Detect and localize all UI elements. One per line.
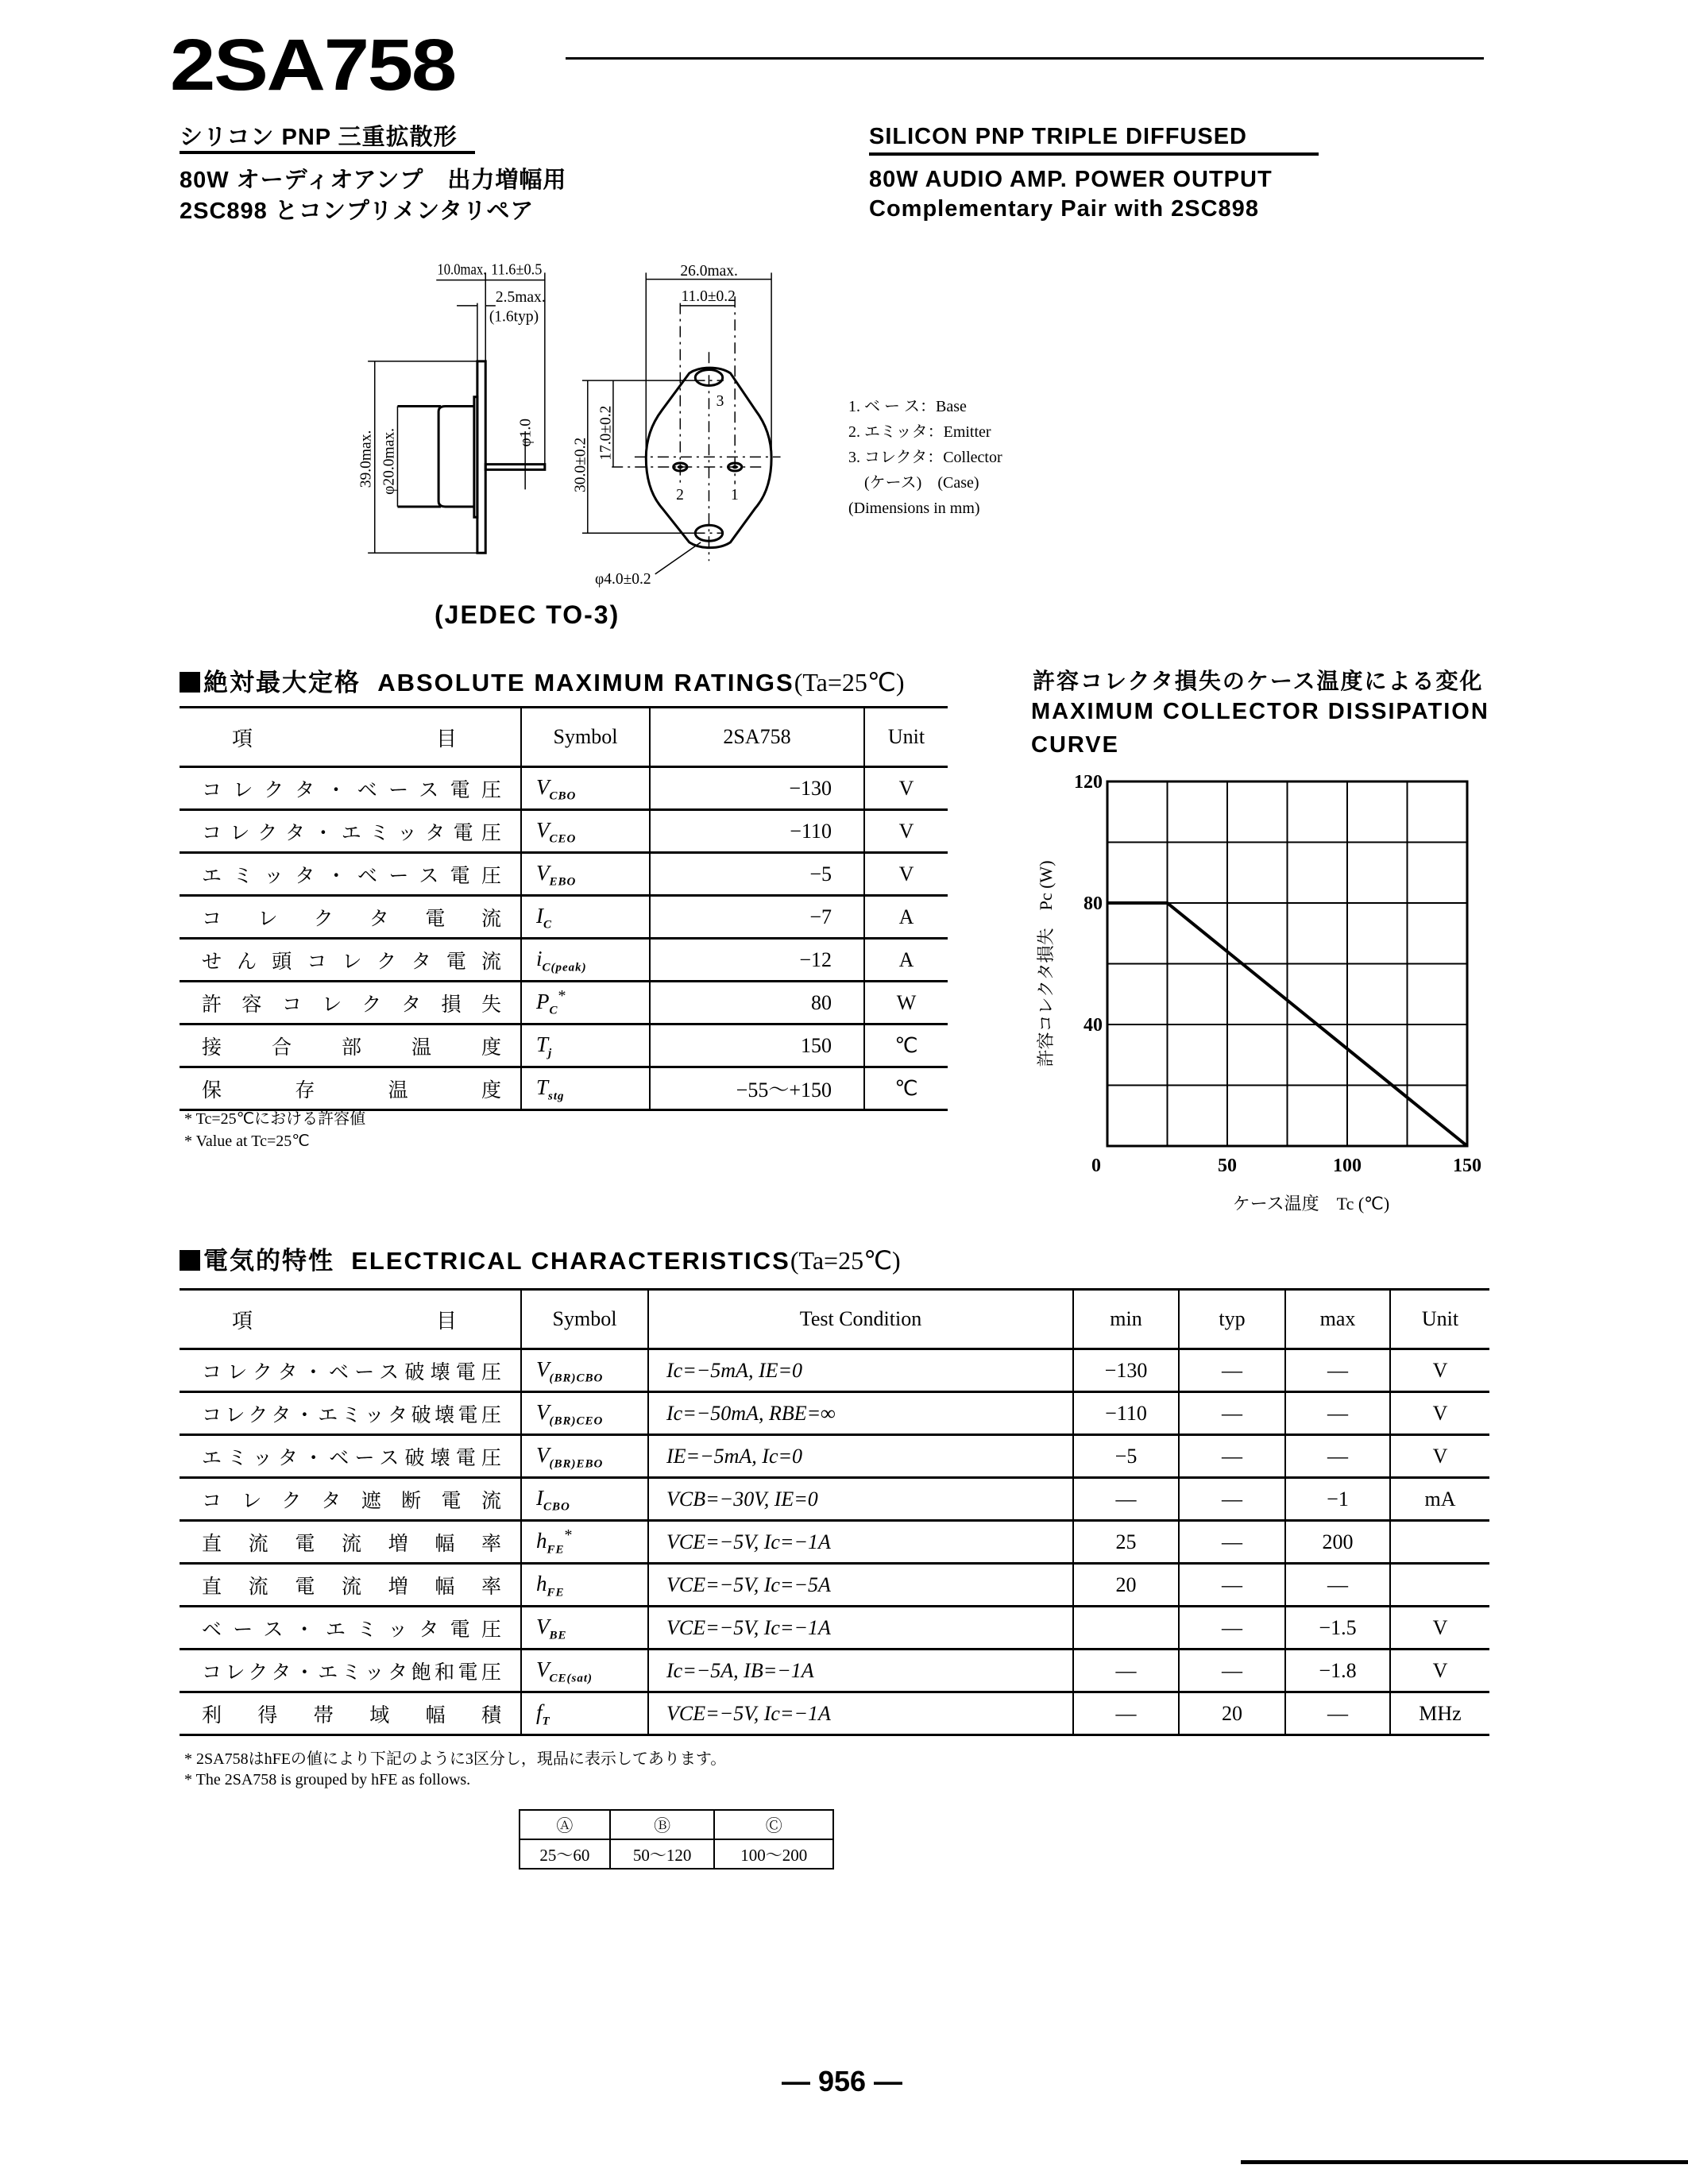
center-lines: [612, 296, 780, 561]
table-row: [180, 1650, 1489, 1692]
item-name: せん頭コレクタ電流: [180, 939, 521, 982]
test-condition: VCE=−5V, Ic=−1A: [648, 1521, 1073, 1564]
typ-value: 20: [1179, 1692, 1285, 1735]
side-view-flange: [477, 361, 485, 553]
max-value: −1.5: [1285, 1607, 1390, 1650]
table-row: [180, 896, 948, 939]
unit: ℃: [864, 1067, 948, 1110]
dissipation-chart: [1025, 762, 1501, 1231]
x-tick-label: 150: [1453, 1156, 1481, 1176]
symbol: $h_{FE}^*$: [536, 1526, 573, 1557]
table-row: [180, 1521, 1489, 1564]
item-name: エミッタ・ベース破壊電圧: [180, 1435, 521, 1478]
typ-value: —: [1179, 1392, 1285, 1435]
test-condition: IE=−5mA, Ic=0: [648, 1435, 1073, 1478]
unit: V: [864, 767, 948, 810]
side-view-lip: [474, 397, 477, 517]
symbol: $V_{CBO}$: [536, 775, 577, 803]
elec-note-en: * The 2SA758 is grouped by hFE as follows.: [184, 1771, 471, 1788]
max-value: —: [1285, 1692, 1390, 1735]
max-value: —: [1285, 1435, 1390, 1478]
item-name: コレクタ電流: [180, 896, 521, 939]
jp-subtitle-1: シリコン PNP 三重拡散形: [180, 125, 458, 150]
y-tick-label: 40: [1083, 1015, 1103, 1036]
jp-subtitle-2: 80W オーディオアンプ 出力増幅用: [180, 168, 567, 193]
unit: ℃: [864, 1024, 948, 1067]
item-name: ベース・エミッタ電圧: [180, 1607, 521, 1650]
unit: A: [864, 896, 948, 939]
symbol: $i_{C(peak)}$: [536, 947, 587, 974]
item-name: 直流電流増幅率: [180, 1521, 521, 1564]
item-name: コレクタ遮断電流: [180, 1478, 521, 1521]
min-value: −130: [1073, 1349, 1179, 1392]
unit: V: [864, 810, 948, 853]
table-row: [180, 982, 948, 1024]
table-row: [180, 1392, 1489, 1435]
grade-rank: Ⓒ: [714, 1810, 833, 1839]
abs-max-table: [180, 706, 948, 1111]
square-bullet-icon: [180, 672, 200, 693]
min-value: −5: [1073, 1435, 1179, 1478]
min-value: —: [1073, 1650, 1179, 1692]
header-unit: Unit: [1390, 1290, 1489, 1349]
grade-range: 100〜200: [714, 1839, 833, 1869]
x-tick-label: 0: [1091, 1156, 1101, 1176]
table-row: [180, 1067, 948, 1110]
max-value: −1: [1285, 1478, 1390, 1521]
rating-value: −130: [650, 767, 864, 810]
max-value: 200: [1285, 1521, 1390, 1564]
dim-hole-spacing: 30.0±0.2: [572, 437, 589, 492]
title-rule: [566, 57, 1484, 60]
typ-value: —: [1179, 1435, 1285, 1478]
abs-max-note-en: * Value at Tc=25℃: [184, 1133, 310, 1150]
item-name: 直流電流増幅率: [180, 1564, 521, 1607]
part-number-title: 2SA758: [170, 25, 455, 106]
dim-lip-typ: (1.6typ): [489, 308, 539, 326]
header-typ: typ: [1179, 1290, 1285, 1349]
en-divider: [869, 152, 1319, 156]
test-condition: Ic=−5A, IB=−1A: [648, 1650, 1073, 1692]
grade-range: 50〜120: [610, 1839, 715, 1869]
table-row: [180, 1349, 1489, 1392]
header-symbol: Symbol: [521, 1290, 648, 1349]
x-axis-label: ケース温度 Tc (℃): [1232, 1194, 1390, 1214]
pin-legend: [848, 394, 1002, 521]
symbol: $P_C^*$: [536, 987, 566, 1017]
curve-title-en-1: MAXIMUM COLLECTOR DISSIPATION: [1031, 699, 1489, 724]
unit: A: [864, 939, 948, 982]
grade-rank: Ⓑ: [610, 1810, 715, 1839]
abs-max-condition: (Ta=25℃): [794, 668, 905, 696]
header-value: 2SA758: [650, 708, 864, 767]
abs-max-heading: [180, 662, 905, 698]
test-condition: VCE=−5V, Ic=−1A: [648, 1692, 1073, 1735]
curve-title-jp: 許容コレクタ損失のケース温度による変化: [1033, 669, 1484, 693]
symbol: $V_{CEO}$: [536, 818, 577, 846]
symbol: $I_C$: [536, 904, 553, 932]
item-name: コレクタ・ベース電圧: [180, 767, 521, 810]
min-value: —: [1073, 1478, 1179, 1521]
elec-heading-en: ELECTRICAL CHARACTERISTICS: [351, 1247, 790, 1275]
elec-note-jp: * 2SA758はhFEの値により下記のように3区分し，現品に表示してあります。: [184, 1750, 727, 1768]
unit: MHz: [1390, 1692, 1489, 1735]
grade-range: 25〜60: [520, 1839, 610, 1869]
symbol: $V_{CE(sat)}$: [536, 1657, 593, 1685]
unit: V: [1390, 1607, 1489, 1650]
header-item: 項 目: [180, 1290, 521, 1349]
typ-value: —: [1179, 1607, 1285, 1650]
dim-cap-diameter: φ20.0max.: [380, 428, 398, 495]
page-number: — 956 —: [781, 2065, 903, 2097]
dimensions-note: (Dimensions in mm): [848, 500, 980, 517]
unit: [1390, 1564, 1489, 1607]
symbol: $V_{(BR)EBO}$: [536, 1443, 604, 1471]
rating-value: −12: [650, 939, 864, 982]
min-value: [1073, 1607, 1179, 1650]
unit: [1390, 1521, 1489, 1564]
rating-value: −55〜+150: [650, 1067, 864, 1110]
grade-rank-row: [520, 1810, 833, 1839]
rating-value: −110: [650, 810, 864, 853]
pin-label-2: 2: [676, 487, 684, 504]
min-value: —: [1073, 1692, 1179, 1735]
curve-title-en-2: CURVE: [1031, 732, 1119, 758]
dim-overall-height: 39.0max.: [357, 430, 375, 488]
table-header-row: [180, 708, 948, 767]
pin-label-3: 3: [716, 392, 724, 410]
max-value: −1.8: [1285, 1650, 1390, 1692]
max-value: —: [1285, 1349, 1390, 1392]
table-row: [180, 1692, 1489, 1735]
en-subtitle-3: Complementary Pair with 2SC898: [869, 196, 1259, 222]
symbol: $V_{EBO}$: [536, 861, 577, 889]
min-value: 20: [1073, 1564, 1179, 1607]
dim-hole-diameter: φ4.0±0.2: [594, 570, 651, 588]
y-tick-label: 80: [1083, 893, 1103, 914]
pin-label-1: 1: [731, 487, 739, 504]
dim-pin-length: 11.6±0.5: [491, 261, 543, 279]
rating-value: −5: [650, 853, 864, 896]
table-row: [180, 1607, 1489, 1650]
table-row: [180, 767, 948, 810]
table-row: [180, 810, 948, 853]
grade-rank: Ⓐ: [520, 1810, 610, 1839]
table-row: [180, 1024, 948, 1067]
table-row: [180, 1478, 1489, 1521]
unit: V: [1390, 1349, 1489, 1392]
table-header-row: [180, 1290, 1489, 1349]
symbol: $f_T$: [536, 1700, 550, 1728]
typ-value: —: [1179, 1521, 1285, 1564]
unit: mA: [1390, 1478, 1489, 1521]
min-value: −110: [1073, 1392, 1179, 1435]
symbol: $h_{FE}$: [536, 1572, 565, 1599]
min-value: 25: [1073, 1521, 1179, 1564]
item-name: コレクタ・エミッタ飽和電圧: [180, 1650, 521, 1692]
table-row: [180, 853, 948, 896]
max-value: —: [1285, 1564, 1390, 1607]
typ-value: —: [1179, 1478, 1285, 1521]
jp-divider: [180, 151, 475, 154]
x-tick-label: 50: [1218, 1156, 1237, 1176]
test-condition: VCB=−30V, IE=0: [648, 1478, 1073, 1521]
header-symbol: Symbol: [521, 708, 650, 767]
pin-legend-emitter: 2. エミッタ：Emitter: [848, 423, 991, 441]
dim-flange-thickness: 10.0max.: [437, 261, 487, 279]
item-name: コレクタ・エミッタ破壊電圧: [180, 1392, 521, 1435]
pin-legend-base: 1. ベ ー ス：Base: [848, 398, 967, 415]
en-subtitle-2: 80W AUDIO AMP. POWER OUTPUT: [869, 167, 1273, 192]
rating-value: 80: [650, 982, 864, 1024]
package-caption: (JEDEC TO-3): [435, 600, 620, 629]
item-name: コレクタ・ベース破壊電圧: [180, 1349, 521, 1392]
pin-legend-case: (ケース) (Case): [848, 474, 979, 492]
dim-lip: 2.5max.: [495, 289, 546, 307]
y-axis-label: 許容コレクタ損失 Pc (W): [1036, 860, 1056, 1067]
typ-value: —: [1179, 1564, 1285, 1607]
unit: W: [864, 982, 948, 1024]
test-condition: Ic=−5mA, IE=0: [648, 1349, 1073, 1392]
table-row: [180, 1564, 1489, 1607]
grade-range-row: [520, 1839, 833, 1869]
hfe-grade-table: [519, 1809, 834, 1870]
item-name: 利得帯域幅積: [180, 1692, 521, 1735]
header-min: min: [1073, 1290, 1179, 1349]
item-name: 保存温度: [180, 1067, 521, 1110]
unit: V: [1390, 1435, 1489, 1478]
symbol: $T_{stg}$: [536, 1075, 565, 1103]
item-name: コレクタ・エミッタ電圧: [180, 810, 521, 853]
elec-condition: (Ta=25℃): [790, 1246, 901, 1275]
elec-char-table: [180, 1288, 1489, 1736]
test-condition: VCE=−5V, Ic=−1A: [648, 1607, 1073, 1650]
y-tick-label: 120: [1074, 772, 1103, 793]
side-view-pin: [485, 465, 545, 470]
x-tick-label: 100: [1333, 1156, 1362, 1176]
unit: V: [1390, 1650, 1489, 1692]
elec-heading-jp: 電気的特性: [203, 1247, 334, 1275]
square-bullet-icon: [180, 1250, 200, 1271]
header-unit: Unit: [864, 708, 948, 767]
side-view-cap: [438, 406, 475, 507]
table-row: [180, 939, 948, 982]
symbol: $V_{(BR)CBO}$: [536, 1357, 604, 1385]
abs-max-heading-en: ABSOLUTE MAXIMUM RATINGS: [377, 669, 794, 696]
elec-heading: [180, 1241, 901, 1276]
jp-subtitle-3: 2SC898 とコンプリメンタリペア: [180, 199, 535, 224]
header-item: 項 目: [180, 708, 521, 767]
typ-value: —: [1179, 1349, 1285, 1392]
unit: V: [1390, 1392, 1489, 1435]
item-name: 接合部温度: [180, 1024, 521, 1067]
symbol: $V_{(BR)CEO}$: [536, 1400, 604, 1428]
abs-max-heading-jp: 絶対最大定格: [203, 669, 361, 696]
item-name: エミッタ・ベース電圧: [180, 853, 521, 896]
table-row: [180, 1435, 1489, 1478]
max-value: —: [1285, 1392, 1390, 1435]
symbol: $V_{BE}$: [536, 1615, 567, 1642]
dim-pin-diameter: φ1.0: [517, 418, 535, 447]
pin-legend-collector: 3. コレクタ：Collector: [848, 449, 1002, 466]
en-subtitle-1: SILICON PNP TRIPLE DIFFUSED: [869, 124, 1248, 149]
dim-overall-width: 26.0max.: [680, 262, 738, 280]
symbol: $T_j$: [536, 1032, 553, 1060]
unit: V: [864, 853, 948, 896]
header-test-condition: Test Condition: [648, 1290, 1073, 1349]
test-condition: VCE=−5V, Ic=−5A: [648, 1564, 1073, 1607]
item-name: 許容コレクタ損失: [180, 982, 521, 1024]
bottom-rule: [1241, 2160, 1688, 2164]
symbol: $I_{CBO}$: [536, 1486, 570, 1514]
test-condition: Ic=−50mA, RBE=∞: [648, 1392, 1073, 1435]
typ-value: —: [1179, 1650, 1285, 1692]
rating-value: −7: [650, 896, 864, 939]
dim-pin-offset: 17.0±0.2: [597, 405, 615, 461]
rating-value: 150: [650, 1024, 864, 1067]
abs-max-note-jp: * Tc=25℃における許容値: [184, 1110, 366, 1128]
header-max: max: [1285, 1290, 1390, 1349]
dim-pin-spacing: 11.0±0.2: [681, 287, 736, 305]
